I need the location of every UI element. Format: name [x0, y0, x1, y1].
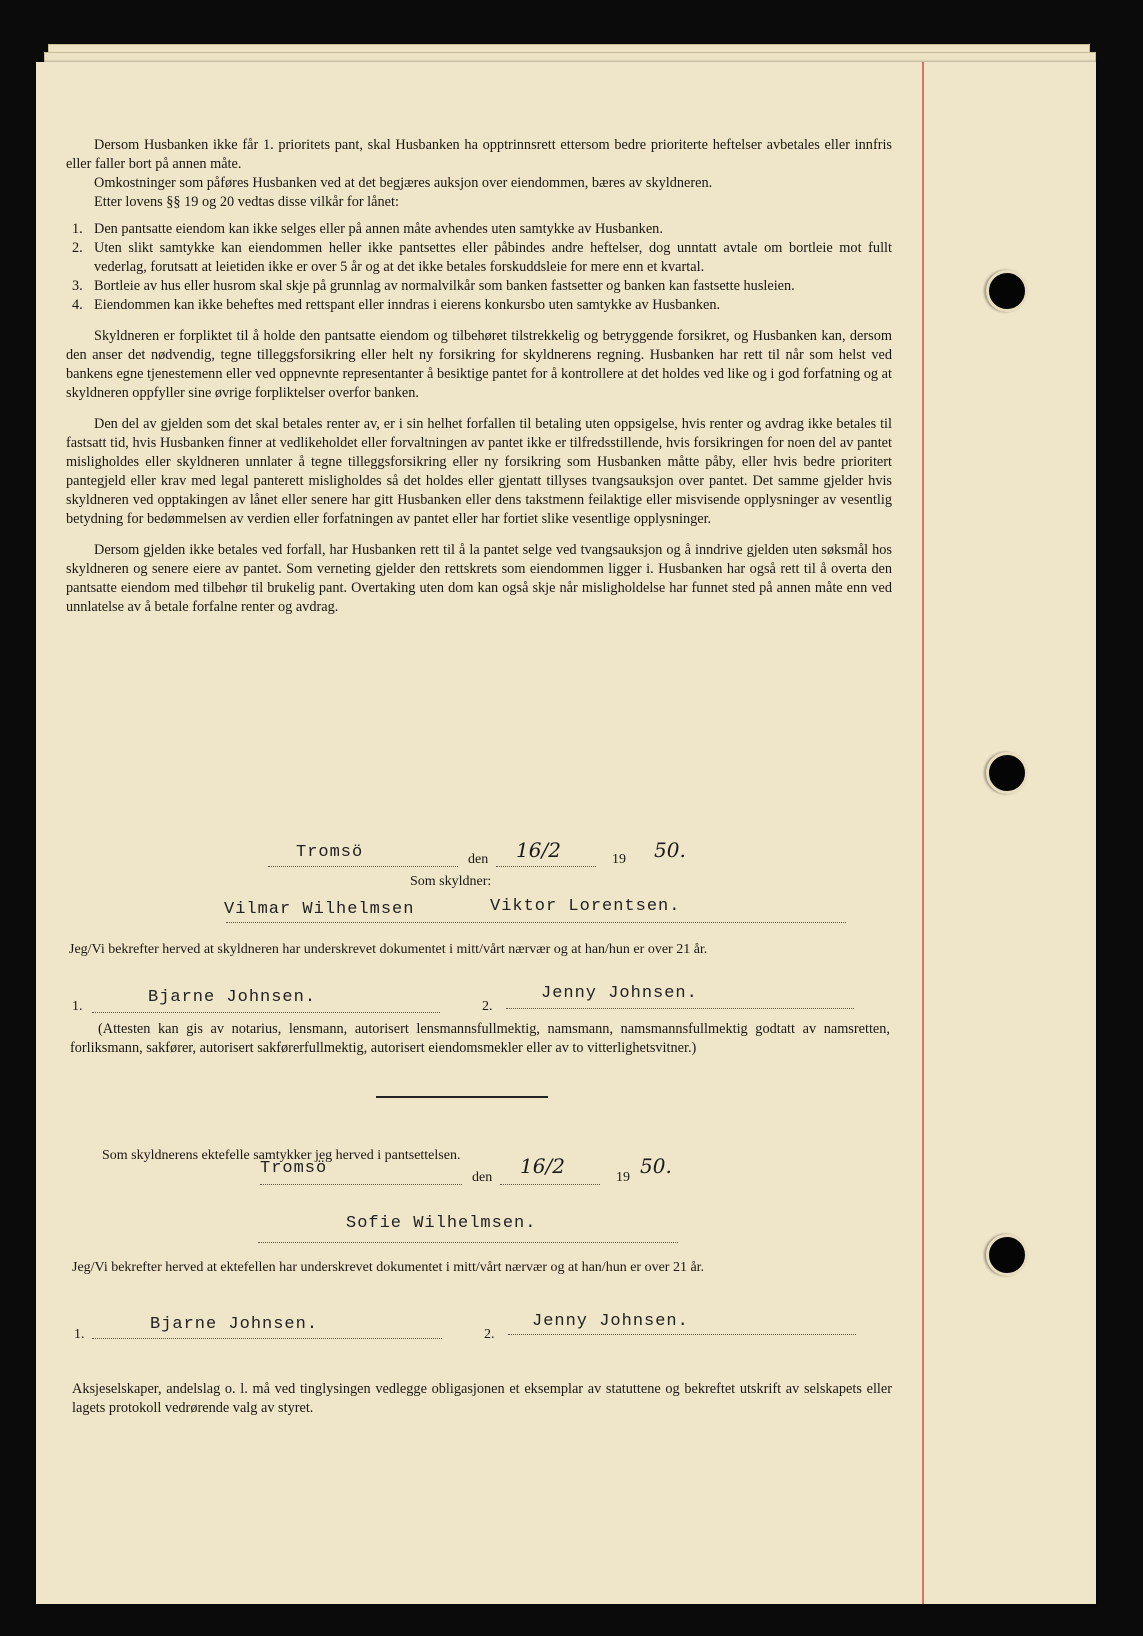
date-value: 16/2 [520, 1154, 565, 1178]
witness-signature: Bjarne Johnsen. [148, 988, 317, 1007]
punch-hole [986, 1234, 1028, 1276]
punch-hole [986, 270, 1028, 312]
witness-line [92, 1012, 440, 1013]
witness-number: 2. [484, 1327, 495, 1342]
condition-number: 4. [72, 297, 83, 313]
paragraph: Dersom Husbanken ikke får 1. prioritets pant, skal Husbanken ha opptrinnsrett ettersom bedre prioriterte heftelser avbetales eller innfris eller faller bort på annen måte. [66, 137, 892, 172]
year-value: 50. [640, 1154, 672, 1178]
condition-number: 3. [72, 278, 83, 294]
condition-text: Uten slikt samtykke kan eiendommen heller ikke pantsettes eller påbindes andre heftelser, dog unntatt avtale om bortleie mot fullt vederlag, forutsatt at leietiden ikke er over 5 år og at det ikke betales forskuddsleie for mere enn et kvartal. [94, 240, 892, 275]
attestation-note [70, 1020, 890, 1058]
witness-line [508, 1334, 856, 1335]
witness-signature: Jenny Johnsen. [532, 1312, 689, 1331]
signature-line [226, 922, 846, 923]
terms-block [66, 136, 892, 617]
witness-number: 1. [74, 1327, 85, 1342]
debtor-signature: Vilmar Wilhelmsen [224, 900, 415, 919]
place-value: Tromsö [296, 843, 364, 862]
paragraph: Omkostninger som påføres Husbanken ved at det begjæres auksjon over eiendommen, bæres av skyldneren. [94, 175, 713, 191]
margin-line [922, 62, 924, 1604]
condition-item [66, 277, 892, 296]
condition-item [66, 239, 892, 277]
year-prefix: 19 [612, 852, 626, 867]
punch-hole [986, 752, 1028, 794]
paragraph: Etter lovens §§ 19 og 20 vedtas disse vilkår for lånet: [94, 194, 399, 210]
note-text: (Attesten kan gis av notarius, lensmann, autorisert lensmannsfullmektig, namsmann, namsmannsfullmektig godtatt av namsretten, forliksmann, sakfører, autorisert sakførerfullmektig, autorisert eiendomsmekler eller av to vitterlighetsvitner.) [70, 1021, 890, 1056]
separator-rule [376, 1096, 548, 1098]
witness-number: 2. [482, 999, 493, 1014]
paragraph: Skyldneren er forpliktet til å holde den pantsatte eiendom og tilbehøret tilstrekkelig og betryggende forsikret, og Husbanken kan, dersom den anser det nødvendig, tegne tilleggsforsikring eller helt ny forsikring for skyldnerens regning. Husbanken har rett til når som helst ved bankens egne tjenestemenn eller ved oppnevnte representanter å besiktige pantet for å kontrollere at det holdes ved like og i god forfatning og at skyldneren oppfyller sine øvrige forpliktelser overfor banken. [66, 328, 892, 401]
witness-line [92, 1338, 442, 1339]
debtor-signature: Viktor Lorentsen. [490, 897, 681, 916]
place-line [260, 1184, 462, 1185]
date-label: den [472, 1170, 493, 1185]
spouse-consent: Som skyldnerens ektefelle samtykker jeg herved i pantsettelsen. [102, 1148, 461, 1163]
year-prefix: 19 [616, 1170, 630, 1185]
condition-text: Eiendommen kan ikke beheftes med rettspant eller inndras i eierens konkursbo uten samtykke av Husbanken. [94, 297, 721, 313]
spouse-signature: Sofie Wilhelmsen. [346, 1214, 537, 1233]
signature-line [258, 1242, 678, 1243]
witness-signature: Bjarne Johnsen. [150, 1315, 319, 1334]
debtor-label: Som skyldner: [410, 874, 492, 889]
condition-number: 1. [72, 221, 83, 237]
year-value: 50. [654, 838, 686, 862]
condition-item [66, 296, 892, 315]
place-value: Tromsö [260, 1159, 328, 1178]
date-value: 16/2 [516, 838, 561, 862]
condition-text: Den pantsatte eiendom kan ikke selges eller på annen måte avhendes uten samtykke av Husbanken. [94, 221, 663, 237]
footer-note [72, 1380, 892, 1418]
date-line [500, 1184, 600, 1185]
condition-text: Bortleie av hus eller husrom skal skje på grunnlag av normalvilkår som banken fastsetter og banken kan fastsette husleien. [94, 278, 795, 294]
witness-statement: Jeg/Vi bekrefter herved at skyldneren har underskrevet dokumentet i mitt/vårt nærvær og at han/hun er over 21 år. [69, 942, 708, 957]
witness-line [506, 1008, 854, 1009]
condition-number: 2. [72, 240, 83, 256]
date-line [496, 866, 596, 867]
witness-signature: Jenny Johnsen. [541, 984, 698, 1003]
paragraph: Dersom gjelden ikke betales ved forfall, har Husbanken rett til å la pantet selge ved tvangsauksjon og å inndrive gjelden uten søksmål hos skyldneren og senere eiere av pantet. Som verneting gjelder den rettskrets som eiendommen ligger i. Husbanken har også rett til å overta den pantsatte eiendom med tilbehør til brukelig pant. Overtaking uten dom kan også skje når misligholdelse har funnet sted på annen måte enn ved unnlatelse av å betale forfalne renter og avdrag. [66, 542, 892, 615]
date-label: den [468, 852, 489, 867]
place-line [268, 866, 458, 867]
footer-text: Aksjeselskaper, andelslag o. l. må ved tinglysingen vedlegge obligasjonen et eksemplar av statuttene og bekreftet utskrift av selskapets eller lagets protokoll vedrørende valg av styret. [72, 1381, 892, 1416]
document-page [36, 62, 1096, 1604]
condition-item [66, 220, 892, 239]
witness-statement: Jeg/Vi bekrefter herved at ektefellen har underskrevet dokumentet i mitt/vårt nærvær og at han/hun er over 21 år. [72, 1260, 705, 1275]
witness-number: 1. [72, 999, 83, 1014]
paragraph: Den del av gjelden som det skal betales renter av, er i sin helhet forfallen til betaling uten oppsigelse, hvis renter og avdrag ikke betales til fastsatt tid, hvis Husbanken finner at vedlikeholdet eller forvaltningen av pantet ikke er tilfredsstillende, hvis forsikringen for noen del av pantet misligholdes eller skyldneren unnlater å tegne tilleggsforsikring eller ny forsikring som Husbanken måtte påby, eller hvis bedre prioritert pantegjeld eller krav med legal panterett misligholdes så det holdes eller gjentatt tillyses tvangsauksjon over pantet. Det samme gjelder hvis skyldneren ved opptakingen av lånet eller senere har gitt Husbanken eller dens takstmenn feilaktige eller misvisende opplysninger av vesentlig betydning for bedømmelsen av verdien eller forfatningen av pantet eller har fortiet slike vesentlige opplysninger. [66, 416, 892, 527]
